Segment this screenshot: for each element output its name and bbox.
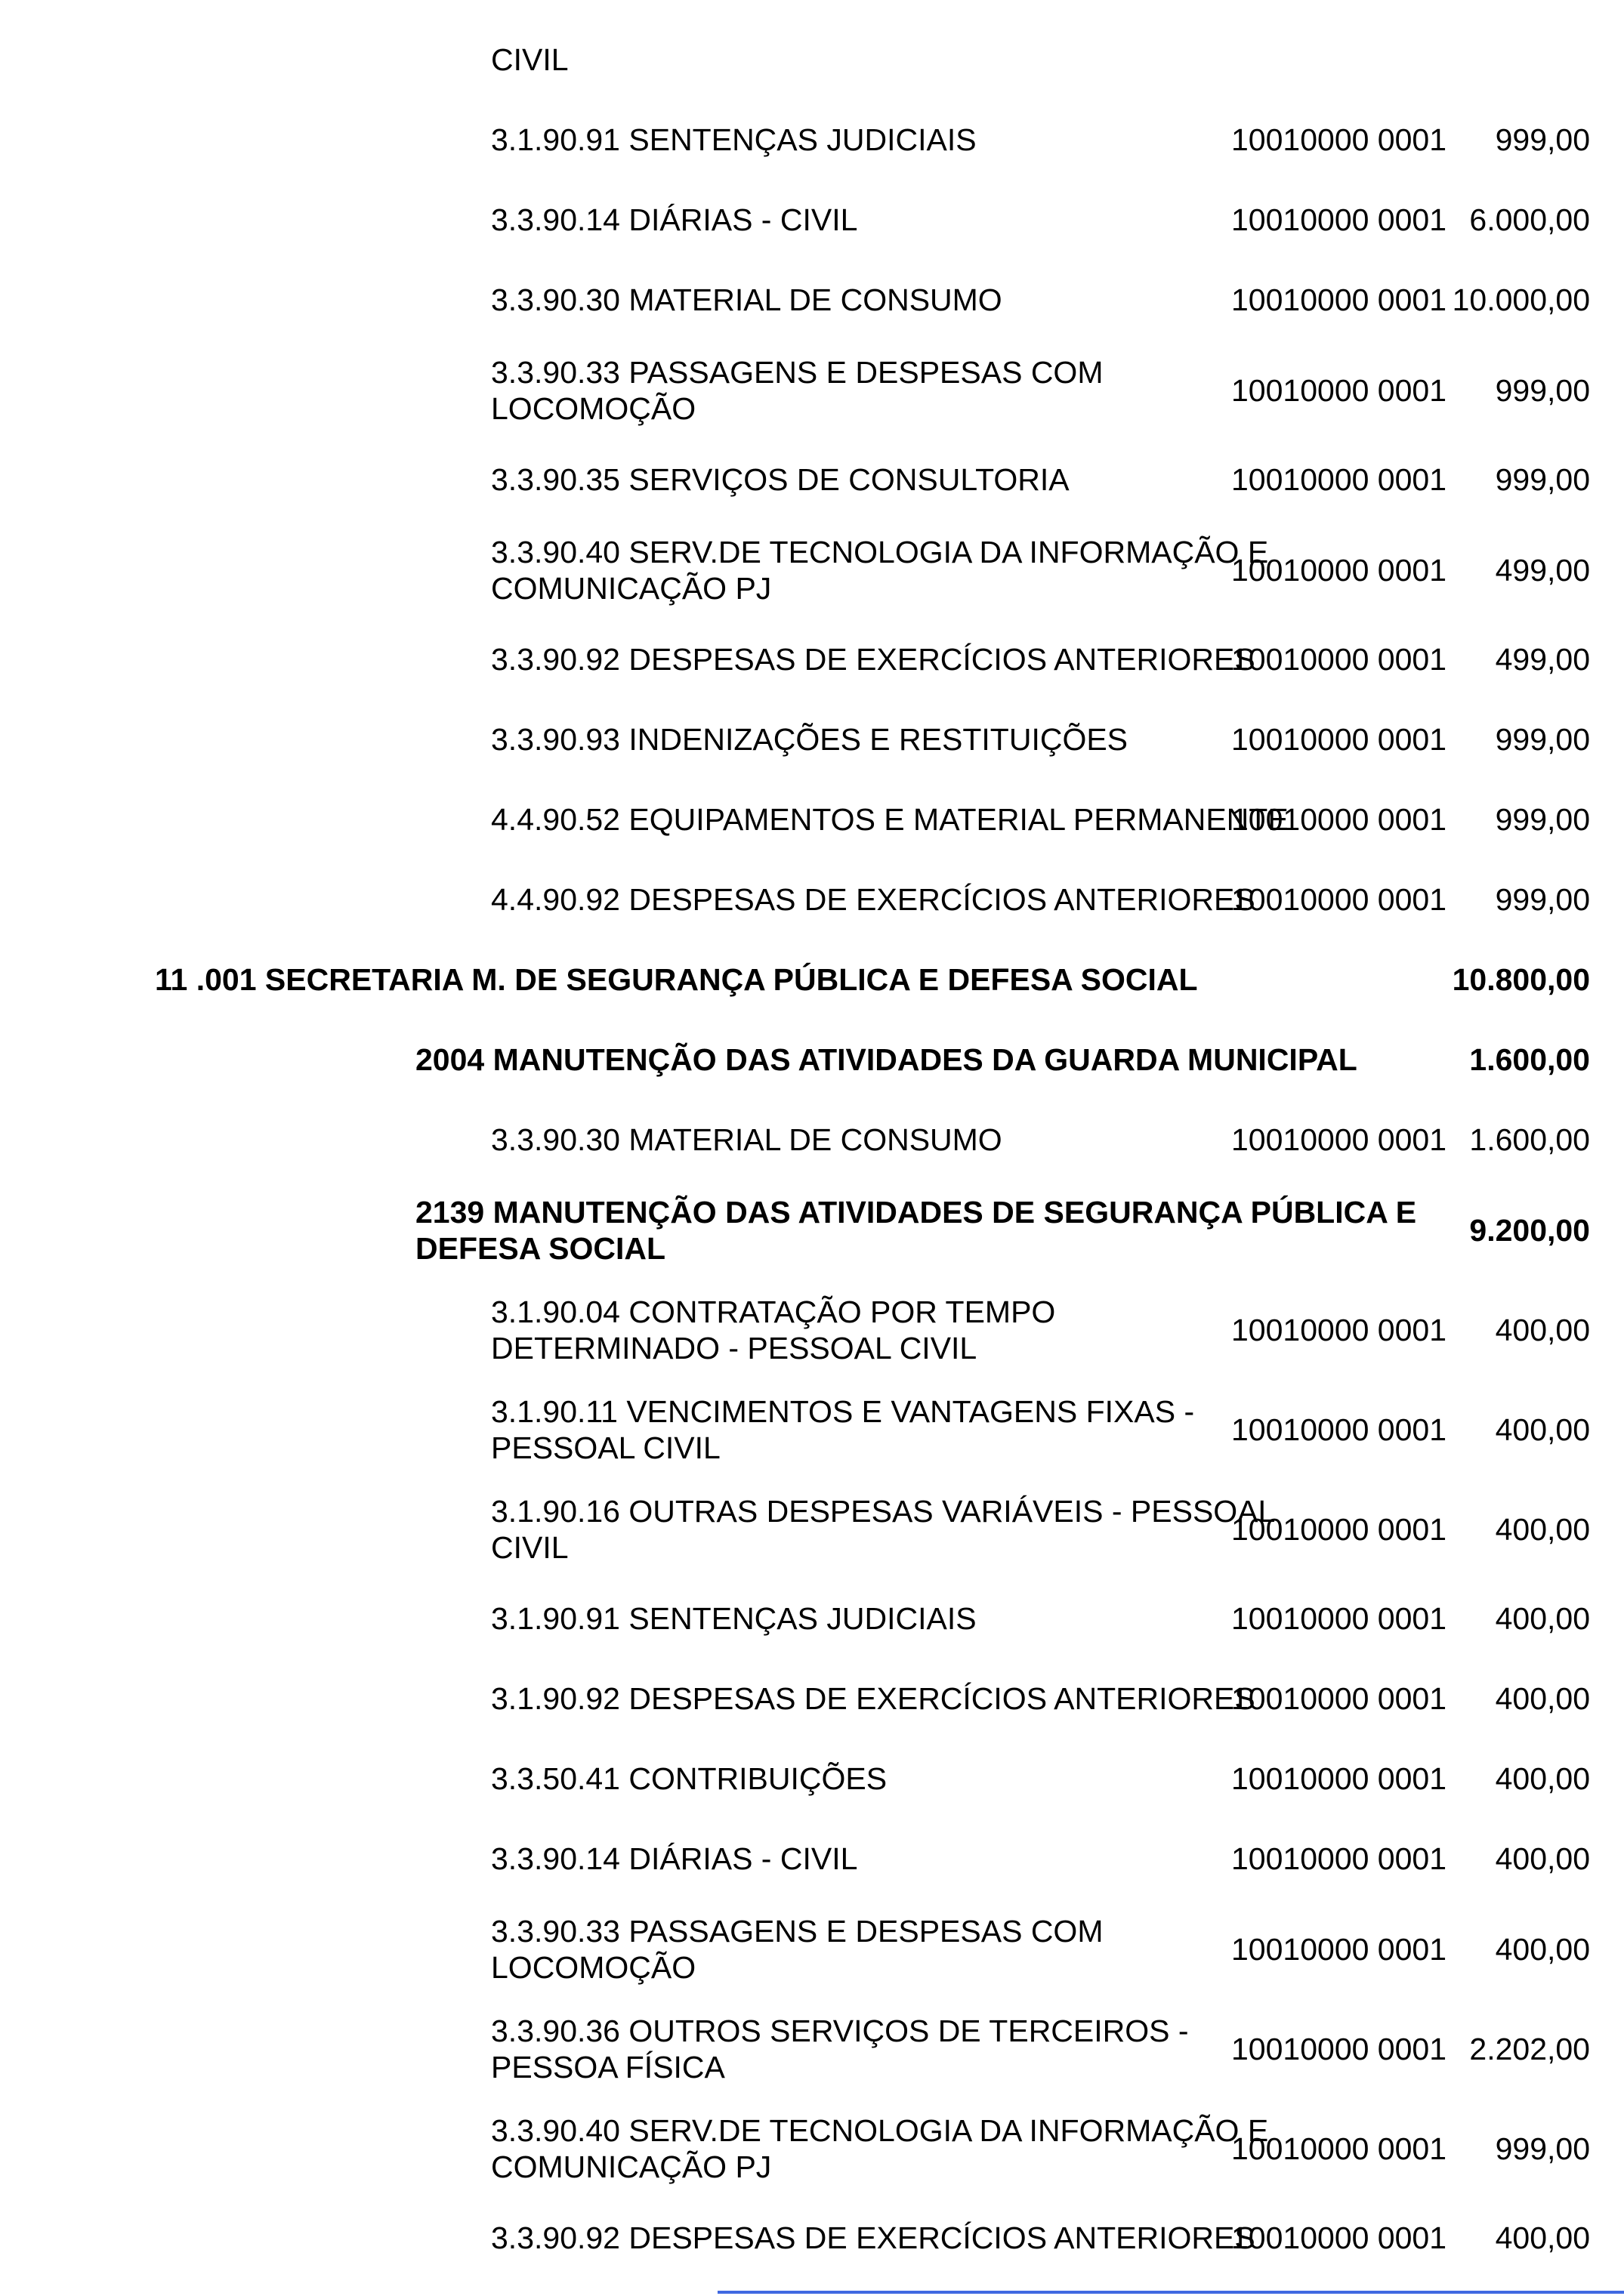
expense-description: 4.4.90.92 DESPESAS DE EXERCÍCIOS ANTERIORES [491, 882, 1255, 917]
expense-row [0, 1294, 1624, 1366]
expense-description: 3.3.90.92 DESPESAS DE EXERCÍCIOS ANTERIORES [491, 642, 1255, 677]
expense-description: 2139 MANUTENÇÃO DAS ATIVIDADES DE SEGURANÇA PÚBLICA E DEFESA SOCIAL [415, 1195, 1417, 1266]
amount: 10.800,00 [1452, 962, 1590, 997]
amount: 499,00 [1495, 553, 1590, 588]
amount: 999,00 [1495, 373, 1590, 408]
expense-description: 3.3.90.33 PASSAGENS E DESPESAS COM LOCOMOÇÃO [491, 355, 1104, 426]
amount: 6.000,00 [1469, 202, 1590, 237]
resource-source-code: 10010000 0001 [1231, 553, 1447, 588]
resource-source-code: 10010000 0001 [1231, 1122, 1447, 1157]
amount: 400,00 [1495, 1412, 1590, 1447]
expense-row [0, 1600, 1624, 1637]
expense-description: 3.3.90.93 INDENIZAÇÕES E RESTITUIÇÕES [491, 722, 1128, 757]
expense-row [0, 1393, 1624, 1466]
expense-description: 3.3.90.40 SERV.DE TECNOLOGIA DA INFORMAÇÃO E COMUNICAÇÃO PJ [491, 2113, 1269, 2184]
resource-source-code: 10010000 0001 [1231, 1601, 1447, 1636]
amount: 400,00 [1495, 1841, 1590, 1876]
expense-row [0, 461, 1624, 498]
expense-description: 2004 MANUTENÇÃO DAS ATIVIDADES DA GUARDA MUNICIPAL [415, 1042, 1357, 1077]
amount: 400,00 [1495, 1601, 1590, 1636]
expense-description: 4.4.90.52 EQUIPAMENTOS E MATERIAL PERMANENTE [491, 802, 1289, 837]
resource-source-code: 10010000 0001 [1231, 373, 1447, 408]
amount: 999,00 [1495, 2131, 1590, 2166]
expense-row [0, 641, 1624, 677]
amount: 10.000,00 [1452, 282, 1590, 317]
amount: 999,00 [1495, 882, 1590, 917]
expense-description: 11 .001 SECRETARIA M. DE SEGURANÇA PÚBLICA E DEFESA SOCIAL [155, 962, 1198, 997]
expense-row [0, 354, 1624, 427]
expense-description: CIVIL [491, 42, 569, 77]
amount: 400,00 [1495, 1761, 1590, 1796]
amount: 9.200,00 [1469, 1213, 1590, 1248]
amount: 400,00 [1495, 1932, 1590, 1967]
action-section-row [0, 1042, 1624, 1078]
budget-rows [0, 42, 1624, 2256]
expense-description: 3.3.90.33 PASSAGENS E DESPESAS COM LOCOMOÇÃO [491, 1914, 1104, 1985]
expense-row [0, 881, 1624, 918]
expense-row [0, 202, 1624, 238]
resource-source-code: 10010000 0001 [1231, 1512, 1447, 1547]
continuation-row [0, 42, 1624, 78]
expense-description: 3.1.90.11 VENCIMENTOS E VANTAGENS FIXAS - PESSOAL CIVIL [491, 1394, 1195, 1465]
expense-row [0, 801, 1624, 838]
expense-row [0, 2220, 1624, 2256]
resource-source-code: 10010000 0001 [1231, 2220, 1447, 2255]
expense-description: 3.3.90.35 SERVIÇOS DE CONSULTORIA [491, 462, 1070, 497]
resource-source-code: 10010000 0001 [1231, 1313, 1447, 1347]
resource-source-code: 10010000 0001 [1231, 1761, 1447, 1796]
expense-row [0, 1122, 1624, 1158]
expense-description: 3.1.90.91 SENTENÇAS JUDICIAIS [491, 122, 977, 157]
expense-description: 3.3.90.30 MATERIAL DE CONSUMO [491, 1122, 1002, 1157]
action-section-row [0, 1194, 1624, 1267]
expense-row [0, 534, 1624, 606]
amount: 2.202,00 [1469, 2032, 1590, 2066]
expense-description: 3.1.90.91 SENTENÇAS JUDICIAIS [491, 1601, 977, 1636]
amount: 999,00 [1495, 802, 1590, 837]
expense-row [0, 721, 1624, 758]
amount: 499,00 [1495, 642, 1590, 677]
resource-source-code: 10010000 0001 [1231, 642, 1447, 677]
resource-source-code: 10010000 0001 [1231, 2131, 1447, 2166]
expense-row [0, 1913, 1624, 1986]
expense-row [0, 1761, 1624, 1797]
expense-description: 3.1.90.16 OUTRAS DESPESAS VARIÁVEIS - PESSOAL CIVIL [491, 1494, 1276, 1565]
resource-source-code: 10010000 0001 [1231, 2032, 1447, 2066]
resource-source-code: 10010000 0001 [1231, 462, 1447, 497]
resource-source-code: 10010000 0001 [1231, 722, 1447, 757]
resource-source-code: 10010000 0001 [1231, 282, 1447, 317]
resource-source-code: 10010000 0001 [1231, 1932, 1447, 1967]
amount: 999,00 [1495, 122, 1590, 157]
expense-description: 3.3.90.36 OUTROS SERVIÇOS DE TERCEIROS - PESSOA FÍSICA [491, 2014, 1189, 2085]
resource-source-code: 10010000 0001 [1231, 882, 1447, 917]
resource-source-code: 10010000 0001 [1231, 802, 1447, 837]
resource-source-code: 10010000 0001 [1231, 122, 1447, 157]
expense-description: 3.3.90.40 SERV.DE TECNOLOGIA DA INFORMAÇÃO E COMUNICAÇÃO PJ [491, 535, 1269, 606]
expense-row [0, 1493, 1624, 1566]
expense-description: 3.3.50.41 CONTRIBUIÇÕES [491, 1761, 888, 1796]
resource-source-code: 10010000 0001 [1231, 1841, 1447, 1876]
amount: 400,00 [1495, 2220, 1590, 2255]
resource-source-code: 10010000 0001 [1231, 202, 1447, 237]
expense-row [0, 122, 1624, 158]
expense-description: 3.1.90.92 DESPESAS DE EXERCÍCIOS ANTERIORES [491, 1681, 1255, 1716]
amount: 400,00 [1495, 1681, 1590, 1716]
resource-source-code: 10010000 0001 [1231, 1412, 1447, 1447]
expense-row [0, 1680, 1624, 1717]
expense-row [0, 282, 1624, 318]
expense-description: 3.3.90.14 DIÁRIAS - CIVIL [491, 1841, 858, 1876]
amount: 400,00 [1495, 1512, 1590, 1547]
expense-description: 3.1.90.04 CONTRATAÇÃO POR TEMPO DETERMINADO - PESSOAL CIVIL [491, 1295, 1056, 1366]
expense-description: 3.3.90.92 DESPESAS DE EXERCÍCIOS ANTERIORES [491, 2220, 1255, 2255]
expense-row [0, 2112, 1624, 2185]
resource-source-code: 10010000 0001 [1231, 1681, 1447, 1716]
expense-row [0, 2013, 1624, 2085]
amount: 400,00 [1495, 1313, 1590, 1347]
footer-rule [718, 2291, 1624, 2294]
expense-description: 3.3.90.30 MATERIAL DE CONSUMO [491, 282, 1002, 317]
expense-description: 3.3.90.14 DIÁRIAS - CIVIL [491, 202, 858, 237]
amount: 999,00 [1495, 462, 1590, 497]
amount: 999,00 [1495, 722, 1590, 757]
amount: 1.600,00 [1469, 1042, 1590, 1077]
expense-row [0, 1841, 1624, 1877]
amount: 1.600,00 [1469, 1122, 1590, 1157]
org-section-row [0, 961, 1624, 998]
